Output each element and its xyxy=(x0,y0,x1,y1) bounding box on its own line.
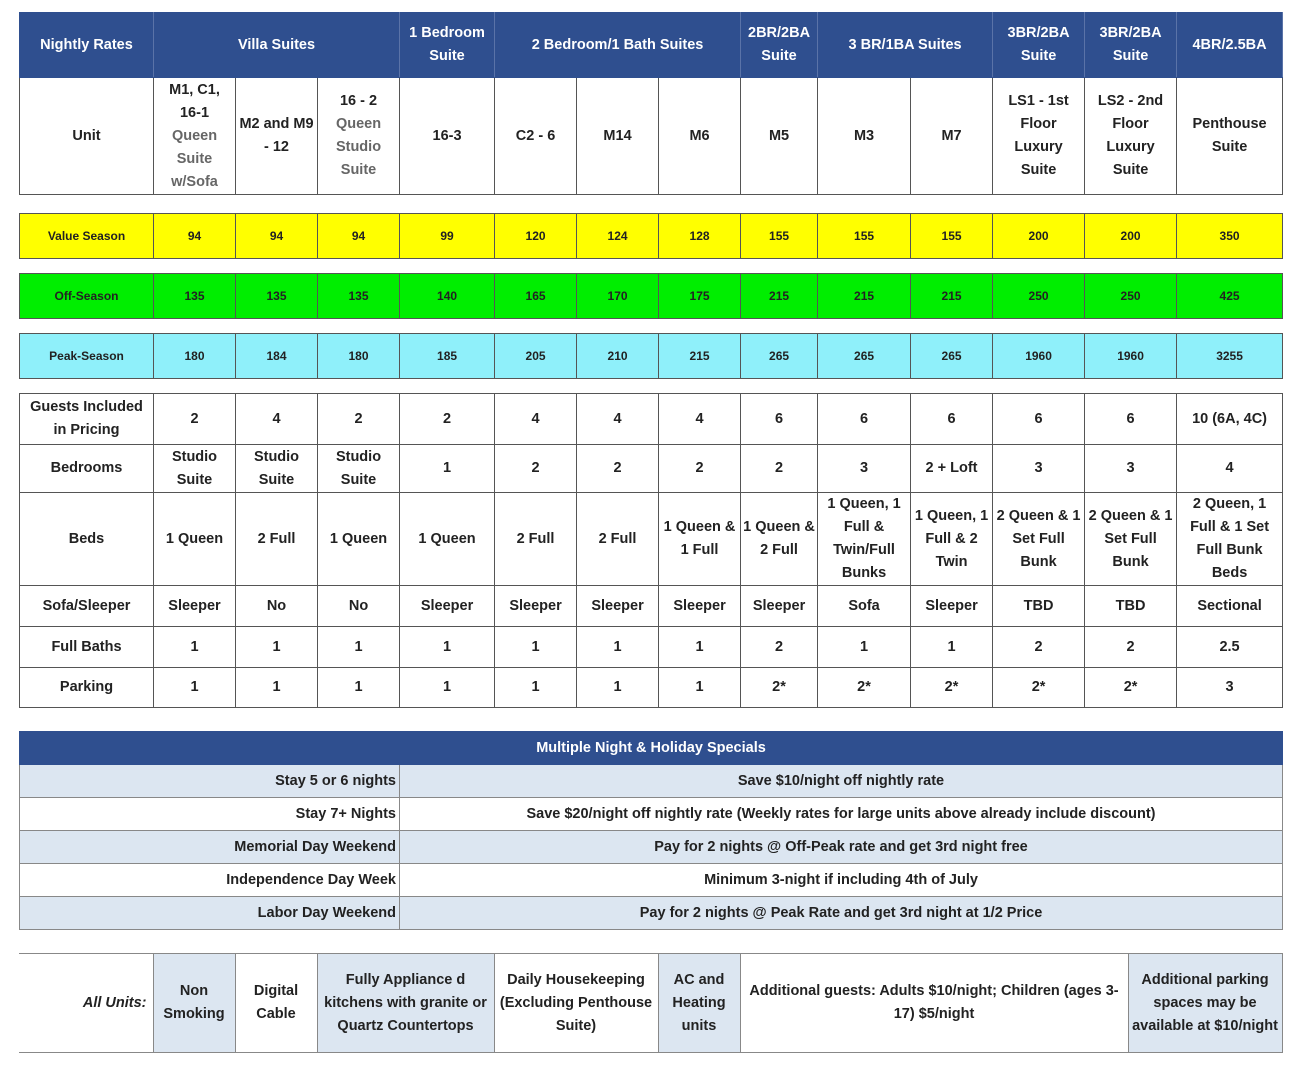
special-row xyxy=(20,897,1283,930)
detail-cell: 6 xyxy=(741,394,818,445)
detail-cell: 3 xyxy=(993,445,1085,493)
unit-subtitle: Queen Studio Suite xyxy=(335,116,382,178)
rate-cell: 3255 xyxy=(1177,334,1283,379)
rate-cell: 200 xyxy=(993,214,1085,259)
special-row xyxy=(20,798,1283,831)
detail-cell: Sleeper xyxy=(577,586,659,627)
rate-cell: 94 xyxy=(318,214,400,259)
detail-cell: 2 xyxy=(659,445,741,493)
rate-cell: 1960 xyxy=(1085,334,1177,379)
detail-cell: 2 xyxy=(741,445,818,493)
all-units-table xyxy=(19,953,1283,1053)
detail-cell: 2 Full xyxy=(495,493,577,586)
detail-cell: 4 xyxy=(577,394,659,445)
header-villa-suites: Villa Suites xyxy=(154,13,400,78)
amenity-ac-heating: AC and Heating units xyxy=(658,954,740,1053)
detail-cell: 1 xyxy=(818,627,911,668)
detail-cell: 6 xyxy=(818,394,911,445)
amenity-non-smoking: Non Smoking xyxy=(153,954,235,1053)
rate-cell: 215 xyxy=(659,334,741,379)
spacer xyxy=(20,379,1283,394)
sofa-row xyxy=(20,586,1283,627)
detail-cell: 1 xyxy=(318,627,400,668)
rate-cell: 135 xyxy=(154,274,236,319)
special-value: Save $10/night off nightly rate xyxy=(400,765,1283,798)
header-row xyxy=(20,13,1283,78)
detail-cell: 4 xyxy=(1177,445,1283,493)
detail-cell: TBD xyxy=(993,586,1085,627)
detail-cell: 4 xyxy=(659,394,741,445)
peak-season-row xyxy=(20,334,1283,379)
detail-cell: 1 Queen, 1 Full & Twin/Full Bunks xyxy=(818,493,911,586)
detail-cell: 1 Queen xyxy=(400,493,495,586)
rate-cell: 99 xyxy=(400,214,495,259)
header-nightly-rates: Nightly Rates xyxy=(20,13,154,78)
detail-cell: 2.5 xyxy=(1177,627,1283,668)
detail-cell: 2 xyxy=(318,394,400,445)
rate-cell: 155 xyxy=(911,214,993,259)
rate-cell: 210 xyxy=(577,334,659,379)
detail-cell: TBD xyxy=(1085,586,1177,627)
detail-cell: 1 xyxy=(911,627,993,668)
special-label: Memorial Day Weekend xyxy=(20,831,400,864)
beds-row xyxy=(20,493,1283,586)
unit-cell: M14 xyxy=(577,78,659,195)
detail-cell: 2 xyxy=(577,445,659,493)
specials-title-row xyxy=(20,732,1283,765)
rate-cell: 250 xyxy=(1085,274,1177,319)
detail-cell: No xyxy=(236,586,318,627)
detail-cell: 2 Queen & 1 Set Full Bunk xyxy=(993,493,1085,586)
row-label: Peak-Season xyxy=(20,334,154,379)
unit-label: Unit xyxy=(20,78,154,195)
detail-cell: 2 xyxy=(1085,627,1177,668)
detail-cell: 2* xyxy=(993,668,1085,708)
detail-cell: 6 xyxy=(1085,394,1177,445)
special-label: Independence Day Week xyxy=(20,864,400,897)
rate-cell: 1960 xyxy=(993,334,1085,379)
rate-cell: 165 xyxy=(495,274,577,319)
detail-cell: 1 Queen xyxy=(318,493,400,586)
unit-cell: 16-3 xyxy=(400,78,495,195)
off-season-row xyxy=(20,274,1283,319)
rate-cell: 124 xyxy=(577,214,659,259)
unit-cell: LS1 - 1st Floor Luxury Suite xyxy=(993,78,1085,195)
special-row xyxy=(20,864,1283,897)
rate-cell: 215 xyxy=(818,274,911,319)
unit-cell: M5 xyxy=(741,78,818,195)
detail-cell: 3 xyxy=(1177,668,1283,708)
detail-cell: 3 xyxy=(1085,445,1177,493)
detail-cell: 1 xyxy=(318,668,400,708)
guests-row xyxy=(20,394,1283,445)
detail-cell: Studio Suite xyxy=(154,445,236,493)
detail-cell: 2* xyxy=(741,668,818,708)
unit-subtitle: Queen Suite w/Sofa xyxy=(171,127,218,190)
detail-cell: 1 xyxy=(495,627,577,668)
detail-cell: Sleeper xyxy=(495,586,577,627)
detail-cell: 1 xyxy=(400,668,495,708)
detail-cell: No xyxy=(318,586,400,627)
unit-cell: Penthouse Suite xyxy=(1177,78,1283,195)
detail-cell: 10 (6A, 4C) xyxy=(1177,394,1283,445)
detail-cell: 2 Full xyxy=(577,493,659,586)
special-value: Save $20/night off nightly rate (Weekly rates for large units above already include discount) xyxy=(400,798,1283,831)
rate-cell: 184 xyxy=(236,334,318,379)
detail-cell: 1 xyxy=(495,668,577,708)
detail-cell: 2 xyxy=(400,394,495,445)
detail-cell: 1 xyxy=(659,627,741,668)
detail-cell: 1 Queen, 1 Full & 2 Twin xyxy=(911,493,993,586)
spacer xyxy=(20,319,1283,334)
unit-cell xyxy=(318,78,400,195)
detail-cell: Sleeper xyxy=(154,586,236,627)
unit-row xyxy=(20,78,1283,195)
detail-cell: Sleeper xyxy=(659,586,741,627)
unit-cell: C2 - 6 xyxy=(495,78,577,195)
detail-cell: 1 xyxy=(400,627,495,668)
special-row xyxy=(20,831,1283,864)
header-three-br-two-ba-b: 3BR/2BA Suite xyxy=(1085,13,1177,78)
detail-cell: 6 xyxy=(993,394,1085,445)
detail-cell: Sofa xyxy=(818,586,911,627)
header-three-br-two-ba-a: 3BR/2BA Suite xyxy=(993,13,1085,78)
unit-cell xyxy=(154,78,236,195)
amenity-additional-guests: Additional guests: Adults $10/night; Children (ages 3-17) $5/night xyxy=(740,954,1128,1053)
detail-cell: Studio Suite xyxy=(236,445,318,493)
amenity-additional-parking: Additional parking spaces may be available at $10/night xyxy=(1128,954,1282,1053)
detail-cell: 2 Queen & 1 Set Full Bunk xyxy=(1085,493,1177,586)
detail-cell: 1 xyxy=(577,627,659,668)
unit-cell: LS2 - 2nd Floor Luxury Suite xyxy=(1085,78,1177,195)
row-label: Value Season xyxy=(20,214,154,259)
special-value: Pay for 2 nights @ Off-Peak rate and get 3rd night free xyxy=(400,831,1283,864)
detail-cell: 1 xyxy=(577,668,659,708)
unit-cell: M7 xyxy=(911,78,993,195)
unit-line: 16-1 xyxy=(179,104,210,121)
rate-cell: 135 xyxy=(236,274,318,319)
detail-cell: 2 xyxy=(993,627,1085,668)
detail-cell: 4 xyxy=(236,394,318,445)
detail-cell: 2 xyxy=(154,394,236,445)
detail-cell: 1 xyxy=(154,668,236,708)
rate-cell: 135 xyxy=(318,274,400,319)
parking-row xyxy=(20,668,1283,708)
spacer xyxy=(20,259,1283,274)
rate-cell: 425 xyxy=(1177,274,1283,319)
rate-cell: 155 xyxy=(741,214,818,259)
detail-cell: 3 xyxy=(818,445,911,493)
rates-table xyxy=(19,12,1283,708)
rate-cell: 265 xyxy=(741,334,818,379)
detail-cell: 2 + Loft xyxy=(911,445,993,493)
detail-cell: Sleeper xyxy=(741,586,818,627)
detail-cell: 2 Queen, 1 Full & 1 Set Full Bunk Beds xyxy=(1177,493,1283,586)
detail-cell: 2 Full xyxy=(236,493,318,586)
detail-cell: 2 xyxy=(495,445,577,493)
rate-cell: 128 xyxy=(659,214,741,259)
row-label: Off-Season xyxy=(20,274,154,319)
spacer xyxy=(20,195,1283,214)
bedrooms-row xyxy=(20,445,1283,493)
row-label: Parking xyxy=(20,668,154,708)
detail-cell: 1 xyxy=(154,627,236,668)
detail-cell: 1 xyxy=(236,668,318,708)
baths-row xyxy=(20,627,1283,668)
special-value: Pay for 2 nights @ Peak Rate and get 3rd night at 1/2 Price xyxy=(400,897,1283,930)
unit-line: M1, C1, xyxy=(169,81,220,98)
header-three-br-one-ba: 3 BR/1BA Suites xyxy=(818,13,993,78)
detail-cell: 1 xyxy=(236,627,318,668)
detail-cell: 1 Queen & 1 Full xyxy=(659,493,741,586)
rate-cell: 120 xyxy=(495,214,577,259)
detail-cell: 2* xyxy=(1085,668,1177,708)
rate-cell: 94 xyxy=(154,214,236,259)
row-label: Guests Included in Pricing xyxy=(20,394,154,445)
special-value: Minimum 3-night if including 4th of July xyxy=(400,864,1283,897)
all-units-label: All Units: xyxy=(19,954,153,1053)
detail-cell: 1 xyxy=(659,668,741,708)
row-label: Full Baths xyxy=(20,627,154,668)
row-label: Sofa/Sleeper xyxy=(20,586,154,627)
detail-cell: Sleeper xyxy=(400,586,495,627)
rate-cell: 205 xyxy=(495,334,577,379)
amenity-kitchens: Fully Appliance d kitchens with granite or Quartz Countertops xyxy=(317,954,494,1053)
detail-cell: 2* xyxy=(818,668,911,708)
rate-cell: 170 xyxy=(577,274,659,319)
rate-cell: 215 xyxy=(911,274,993,319)
header-four-br: 4BR/2.5BA xyxy=(1177,13,1283,78)
detail-cell: 4 xyxy=(495,394,577,445)
detail-cell: 1 Queen & 2 Full xyxy=(741,493,818,586)
special-row xyxy=(20,765,1283,798)
rate-cell: 265 xyxy=(818,334,911,379)
rate-cell: 155 xyxy=(818,214,911,259)
amenity-digital-cable: Digital Cable xyxy=(235,954,317,1053)
specials-title: Multiple Night & Holiday Specials xyxy=(20,732,1283,765)
rate-cell: 250 xyxy=(993,274,1085,319)
all-units-row xyxy=(19,954,1282,1053)
detail-cell: 2* xyxy=(911,668,993,708)
specials-table xyxy=(19,731,1283,930)
detail-cell: 1 xyxy=(400,445,495,493)
unit-cell: M6 xyxy=(659,78,741,195)
rate-cell: 180 xyxy=(154,334,236,379)
unit-line: 16 - 2 xyxy=(339,93,378,109)
rate-cell: 350 xyxy=(1177,214,1283,259)
detail-cell: 6 xyxy=(911,394,993,445)
rate-cell: 180 xyxy=(318,334,400,379)
unit-cell: M2 and M9 - 12 xyxy=(236,78,318,195)
unit-cell: M3 xyxy=(818,78,911,195)
rate-cell: 140 xyxy=(400,274,495,319)
detail-cell: 2 xyxy=(741,627,818,668)
rate-cell: 265 xyxy=(911,334,993,379)
detail-cell: Sleeper xyxy=(911,586,993,627)
rate-cell: 185 xyxy=(400,334,495,379)
special-label: Stay 7+ Nights xyxy=(20,798,400,831)
detail-cell: 1 Queen xyxy=(154,493,236,586)
rate-cell: 175 xyxy=(659,274,741,319)
rate-cell: 94 xyxy=(236,214,318,259)
rate-cell: 200 xyxy=(1085,214,1177,259)
row-label: Bedrooms xyxy=(20,445,154,493)
special-label: Labor Day Weekend xyxy=(20,897,400,930)
rate-cell: 215 xyxy=(741,274,818,319)
special-label: Stay 5 or 6 nights xyxy=(20,765,400,798)
detail-cell: Studio Suite xyxy=(318,445,400,493)
amenity-housekeeping: Daily Housekeeping (Excluding Penthouse Suite) xyxy=(494,954,658,1053)
header-two-bed-one-bath: 2 Bedroom/1 Bath Suites xyxy=(495,13,741,78)
header-two-br-two-ba: 2BR/2BA Suite xyxy=(741,13,818,78)
header-one-bedroom: 1 Bedroom Suite xyxy=(400,13,495,78)
value-season-row xyxy=(20,214,1283,259)
detail-cell: Sectional xyxy=(1177,586,1283,627)
row-label: Beds xyxy=(20,493,154,586)
